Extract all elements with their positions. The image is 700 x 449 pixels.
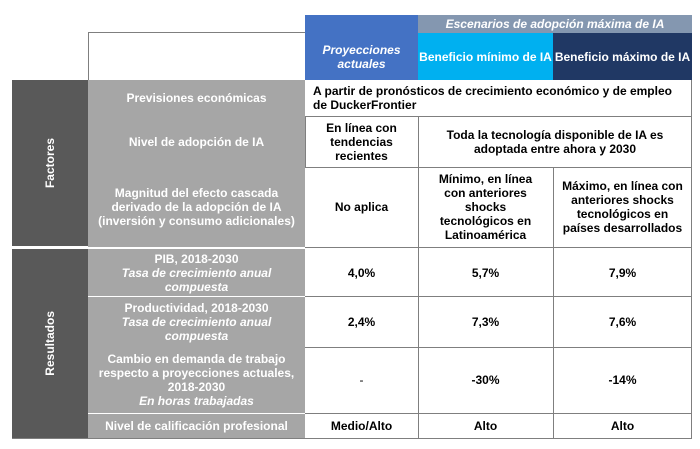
cell-calificacion-current-text: Medio/Alto [330,419,393,433]
cell-productividad-min [418,297,553,347]
cell-demanda-min-text: -30% [471,373,500,387]
grid-line [553,167,554,438]
cell-productividad-current-text: 2,4% [347,315,376,329]
section-factors-label: Factores [43,137,57,189]
cell-calificacion-current [305,414,418,438]
row-sublabel-productividad: Tasa de crecimiento anual compuesta [121,315,272,343]
row-sublabel-pib: Tasa de crecimiento anual compuesta [121,265,272,294]
grid-line [305,296,692,297]
cell-productividad-max-text: 7,6% [608,315,637,329]
cell-previsiones-merged-text: A partir de pronósticos de crecimiento económico y de empleo de DuckerFrontier [313,84,672,112]
cell-pib-min [418,249,553,296]
row-label-pib-text: PIB, 2018-2030 [154,251,239,266]
scenario-group-header [418,15,692,33]
grid-line [691,80,692,438]
row-label-previsiones-text: Previsiones económicas [126,91,267,105]
cell-previsiones-merged [305,80,692,116]
scenario-group-label: Escenarios de adopción máxima de IA [445,17,665,31]
grid-line [305,347,692,348]
col-min-label: Beneficio mínimo de IA [419,49,552,64]
row-label-productividad [88,297,305,347]
row-label-adopcion-text: Nivel de adopción de IA [128,134,265,149]
cell-demanda-max-text: -14% [608,373,637,387]
cell-magnitud-max-text: Máximo, en línea con anteriores shocks tecnológicos en países desarrollados [562,179,683,235]
grid-line [305,116,306,167]
cell-calificacion-min [418,414,553,438]
col-max-label: Beneficio máximo de IA [554,49,691,64]
col-current-label: Proyecciones actuales [322,42,401,71]
grid-line [305,167,692,168]
col-header-current [305,15,418,80]
cell-demanda-max [553,347,692,413]
row-label-calificacion-text: Nivel de calificación profesional [105,419,288,433]
section-results [12,249,88,438]
col-header-min [418,33,553,80]
cell-magnitud-current [305,167,418,247]
row-label-productividad-text: Productividad, 2018-2030 [124,301,269,315]
grid-line [418,116,419,167]
row-label-calificacion [88,414,305,438]
cell-calificacion-min-text: Alto [473,419,498,433]
cell-demanda-current [305,347,418,413]
grid-line [88,32,305,33]
row-label-demanda [88,347,305,413]
cell-calificacion-max [553,414,692,438]
grid-line [88,32,89,80]
cell-adopcion-current [305,116,418,167]
grid-line [305,413,692,414]
cell-pib-min-text: 5,7% [471,265,500,280]
cell-magnitud-min-text: Mínimo, en línea con anteriores shocks tecnológicos en Latinoamérica [438,172,533,242]
cell-pib-current-text: 4,0% [347,265,376,280]
section-factors [12,80,88,246]
cell-pib-current [305,249,418,296]
cell-productividad-min-text: 7,3% [471,315,500,329]
section-divider [18,246,58,247]
row-label-demanda-text: Cambio en demanda de trabajo respecto a proyecciones actuales, 2018-2030 [98,352,295,394]
grid-line [12,438,692,439]
cell-demanda-current-text: - [359,373,364,387]
grid-line [418,167,419,438]
cell-magnitud-current-text: No aplica [334,200,389,214]
cell-adopcion-merged [418,116,692,167]
grid-line [305,116,692,117]
cell-productividad-max [553,297,692,347]
cell-magnitud-min [418,167,553,247]
col-header-max [553,33,692,80]
cell-magnitud-max [553,167,692,247]
cell-demanda-min [418,347,553,413]
row-label-previsiones [88,80,305,116]
section-results-label: Resultados [43,311,57,376]
row-label-pib [88,249,305,296]
cell-calificacion-max-text: Alto [610,419,635,433]
cell-pib-max-text: 7,9% [608,265,637,280]
cell-adopcion-current-text: En línea con tendencias recientes [326,120,397,163]
row-label-magnitud-text: Magnitud del efecto cascada derivado de la adopción de IA (inversión y consumo adicionales) [98,186,295,228]
cell-adopcion-merged-text: Toda la tecnología disponible de IA es adoptada entre ahora y 2030 [446,127,664,156]
cell-productividad-current [305,297,418,347]
cell-pib-max [553,249,692,296]
row-label-magnitud [88,167,305,247]
row-sublabel-demanda: En horas trabajadas [139,394,254,408]
row-label-adopcion [88,116,305,167]
grid-line [305,247,692,248]
